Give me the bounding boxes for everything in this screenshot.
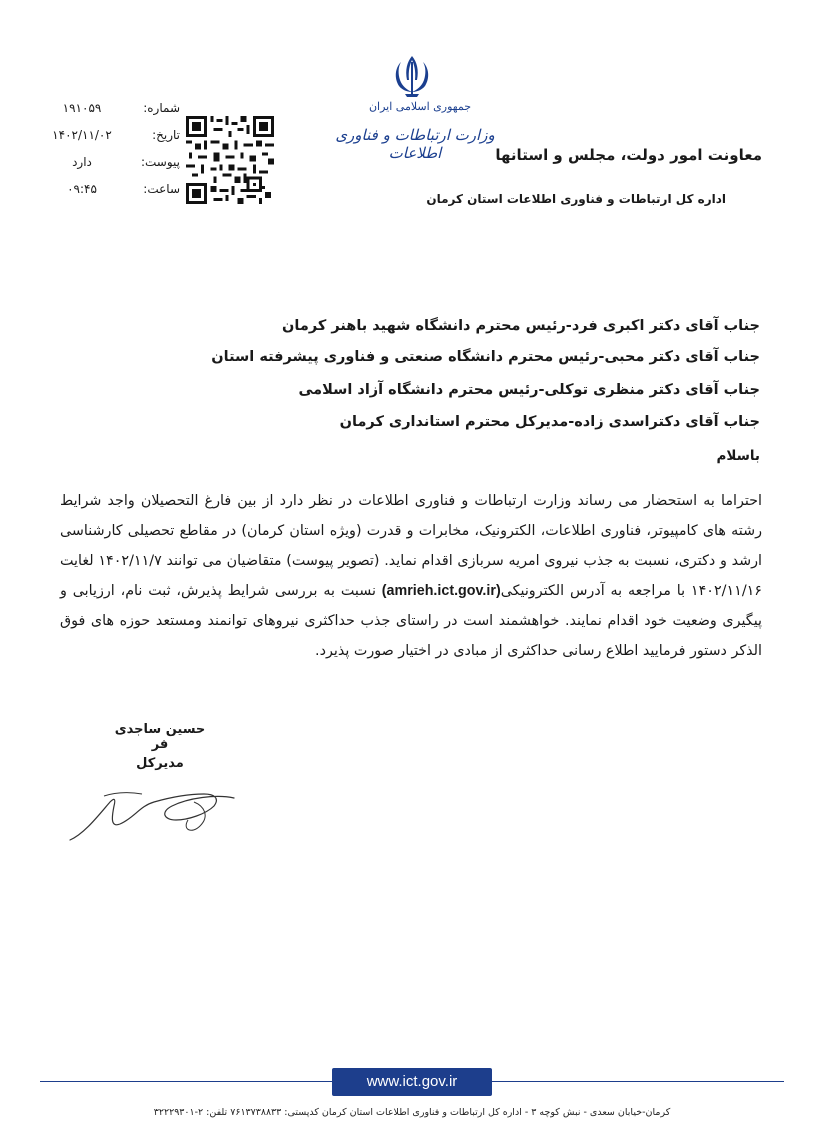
footer-website-link[interactable]: www.ict.gov.ir	[366, 1073, 458, 1090]
department-line-2: اداره کل ارتباطات و فناوری اطلاعات استان کرمان	[426, 192, 726, 206]
footer-rule-right	[492, 1081, 784, 1082]
republic-title: جمهوری اسلامی ایران	[368, 100, 472, 113]
qr-code-icon	[186, 116, 274, 204]
number-label: شماره:	[143, 101, 180, 115]
department-line-1: معاونت امور دولت، مجلس و استانها	[495, 146, 762, 164]
date-label: تاریخ:	[152, 128, 180, 142]
date-value: ۱۴۰۲/۱۱/۰۲	[52, 128, 112, 142]
time-label: ساعت:	[143, 182, 180, 196]
recipient-line: جناب آقای دکتر محبی-رئیس محترم دانشگاه صنعتی و فناوری پیشرفته استان	[211, 349, 760, 365]
attachment-label: پیوست:	[140, 155, 180, 169]
number-row	[30, 101, 180, 125]
registration-link[interactable]: (amrieh.ict.gov.ir)	[381, 583, 501, 599]
attachment-row	[30, 155, 180, 179]
signer-title: مدیرکل	[136, 756, 184, 771]
body-part-2: نسبت به بررسی شرایط پذیرش، ثبت نام، ارزیابی و پیگیری وضعیت خود اقدام نمایند. خواهشمند است در راستای جذب حداکثری نیروهای توانمند ومستعد حوزه های فوق الذکر دستور فرمایید اطلاع رسانی حداکثری از مبادی در اختیار صورت پذیرد.	[60, 583, 762, 659]
greeting: باسلام	[716, 448, 760, 464]
time-value: ۰۹:۴۵	[67, 182, 97, 196]
recipient-line: جناب آقای دکتراسدی زاده-مدیرکل محترم استانداری کرمان	[339, 414, 760, 430]
date-row	[30, 128, 180, 152]
time-row	[30, 182, 180, 206]
number-value: ۱۹۱۰۵۹	[62, 101, 102, 115]
attachment-value: دارد	[72, 155, 92, 169]
body-part-1: احتراما به استحضار می رساند وزارت ارتباطات و فناوری اطلاعات در نظر دارد از بین فارغ التحصیلان واجد شرایط رشته های کامپیوتر، فناوری اطلاعات، الکترونیک، مخابرات و قدرت (ویژه استان کرمان) در مقاطع تحصیلی کارشناسی ارشد و دکتری، نسبت به جذب نیروی امریه سربازی اقدام نماید. (تصویر پیوست) متقاضیان می توانند ۱۴۰۲/۱۱/۷ لغایت ۱۴۰۲/۱۱/۱۶ با مراجعه به آدرس الکترونیکی	[60, 493, 762, 599]
letter-body	[60, 486, 762, 666]
footer-address: کرمان-خیابان سعدی - نبش کوچه ۳ - اداره کل ارتباطات و فناوری اطلاعات استان کرمان کدپستی: ۷۶۱۳۷۳۸۸۳۳ تلفن: ۲-۳۲۲۲۹۳۰۱	[153, 1107, 671, 1118]
handwritten-signature	[64, 776, 244, 846]
ministry-title: وزارت ارتباطات و فناوری اطلاعات	[335, 126, 495, 162]
recipient-line: جناب آقای دکتر اکبری فرد-رئیس محترم دانشگاه شهید باهنر کرمان	[282, 318, 760, 334]
recipient-line: جناب آقای دکتر منظری توکلی-رئیس محترم دانشگاه آزاد اسلامی	[298, 382, 760, 398]
iran-emblem-icon	[383, 52, 441, 100]
footer-rule-left	[40, 1081, 332, 1082]
signer-name: حسین ساجدی فر	[114, 722, 206, 752]
